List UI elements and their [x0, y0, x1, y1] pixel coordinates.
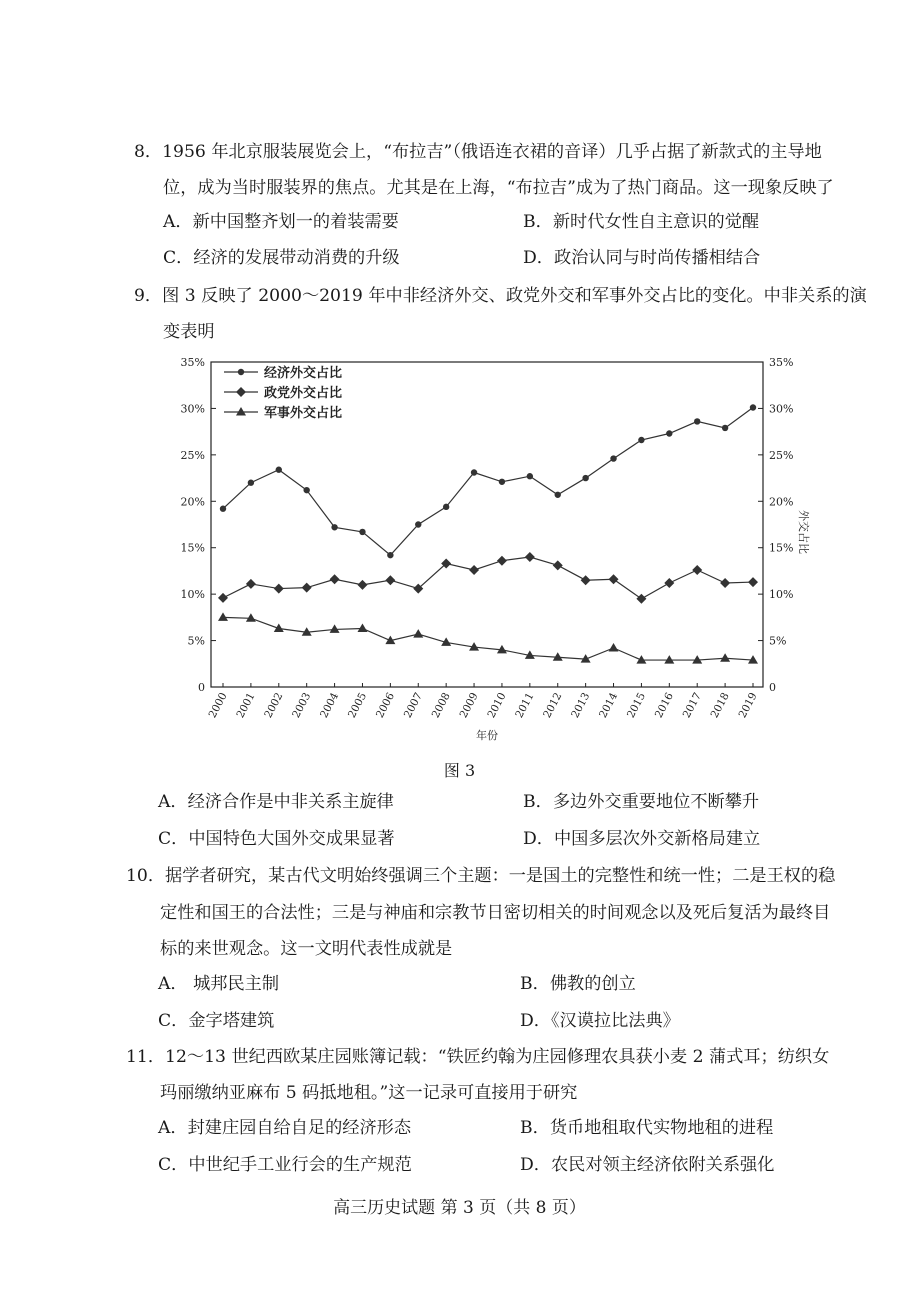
data-point-series-1 [385, 575, 395, 585]
q9-option-c[interactable]: C．中国特色大国外交成果显著 [158, 829, 395, 849]
q10-stem-line2: 定性和国王的合法性；三是与神庙和宗教节日密切相关的时间观念以及死后复活为最终目 [160, 903, 831, 923]
q10-option-b[interactable]: B．佛教的创立 [520, 974, 636, 994]
q11-option-d[interactable]: D．农民对领主经济依附关系强化 [520, 1155, 775, 1175]
q10-option-c[interactable]: C．金字塔建筑 [158, 1011, 275, 1031]
data-point-series-0 [415, 521, 421, 527]
x-tick-label: 2018 [708, 690, 732, 721]
data-point-series-0 [638, 437, 644, 443]
data-point-series-1 [469, 565, 479, 575]
data-point-series-1 [692, 565, 702, 575]
q9-stem-line1: 9．图 3 反映了 2000～2019 年中非经济外交、政党外交和军事外交占比的变化。中非关系的演 [134, 286, 867, 306]
q10-stem-line3: 标的来世观念。这一文明代表性成就是 [160, 939, 453, 959]
x-axis-title: 年份 [476, 729, 498, 742]
data-point-series-0 [359, 529, 365, 535]
q9-stem-line2: 变表明 [163, 322, 215, 342]
series-line-0 [223, 408, 753, 556]
y-tick-label-left: 15% [180, 541, 205, 555]
data-point-series-0 [750, 404, 756, 410]
y-axis-title-right: 外交占比 [797, 510, 810, 554]
y-tick-label-right: 15% [769, 541, 794, 555]
data-point-series-0 [471, 469, 477, 475]
data-point-series-0 [220, 506, 226, 512]
y-tick-label-right: 0 [769, 681, 776, 694]
y-tick-label-right: 25% [769, 448, 794, 462]
legend-label-2: 军事外交占比 [264, 406, 343, 421]
q8-stem-line1: 8．1956 年北京服装展览会上，“布拉吉”（俄语连衣裙的音译）几乎占据了新款式的主导地 [134, 142, 822, 162]
data-point-series-0 [666, 430, 672, 436]
data-point-series-0 [387, 552, 393, 558]
y-tick-label-right: 30% [769, 402, 794, 416]
q10-stem-line1: 10．据学者研究，某古代文明始终强调三个主题：一是国土的完整性和统一性；二是王权的稳 [126, 866, 836, 886]
x-tick-label: 2001 [234, 690, 258, 721]
x-tick-label: 2000 [206, 690, 230, 721]
data-point-series-0 [722, 425, 728, 431]
data-point-series-1 [246, 579, 256, 589]
y-tick-label-left: 20% [180, 495, 205, 509]
q8-stem-line2: 位，成为当时服装界的焦点。尤其是在上海，“布拉吉”成为了热门商品。这一现象反映了 [163, 178, 834, 198]
y-tick-label-right: 10% [769, 588, 794, 602]
data-point-series-1 [581, 575, 591, 585]
data-point-series-0 [276, 467, 282, 473]
legend-marker-1 [236, 387, 246, 397]
y-tick-label-left: 35% [180, 356, 205, 369]
data-point-series-1 [525, 552, 535, 562]
y-tick-label-left: 0 [198, 681, 205, 694]
data-point-series-2 [330, 624, 340, 633]
y-tick-label-left: 25% [180, 448, 205, 462]
data-point-series-0 [527, 473, 533, 479]
data-point-series-1 [302, 583, 312, 593]
data-point-series-0 [582, 475, 588, 481]
data-point-series-2 [664, 655, 674, 664]
q11-stem-line2: 玛丽缴纳亚麻布 5 码抵地租。”这一记录可直接用于研究 [160, 1083, 578, 1103]
legend-marker-0 [238, 369, 244, 375]
x-tick-label: 2019 [736, 690, 760, 721]
x-tick-label: 2008 [429, 690, 453, 721]
x-tick-label: 2015 [624, 690, 649, 721]
x-tick-label: 2004 [318, 690, 342, 721]
q8-option-c[interactable]: C．经济的发展带动消费的升级 [163, 248, 400, 268]
y-tick-label-right: 35% [769, 356, 794, 369]
legend-label-0: 经济外交占比 [264, 366, 343, 381]
figure-3-line-chart [170, 352, 820, 752]
x-tick-label: 2009 [457, 690, 481, 721]
data-point-series-1 [218, 593, 228, 603]
q9-option-b[interactable]: B．多边外交重要地位不断攀升 [523, 792, 760, 812]
y-tick-label-right: 20% [769, 495, 794, 509]
q8-option-a[interactable]: A．新中国整齐划一的着装需要 [163, 212, 399, 232]
q11-option-c[interactable]: C．中世纪手工业行会的生产规范 [158, 1155, 412, 1175]
data-point-series-0 [555, 492, 561, 498]
data-point-series-2 [413, 629, 423, 638]
data-point-series-0 [443, 504, 449, 510]
x-tick-label: 2016 [652, 690, 676, 721]
data-point-series-2 [609, 643, 619, 652]
data-point-series-2 [218, 612, 228, 621]
data-point-series-0 [499, 479, 505, 485]
series-line-1 [223, 557, 753, 599]
y-tick-label-left: 5% [187, 634, 205, 648]
x-tick-label: 2003 [290, 690, 314, 721]
q11-option-a[interactable]: A．封建庄园自给自足的经济形态 [158, 1118, 412, 1138]
data-point-series-1 [636, 594, 646, 604]
q10-option-d[interactable]: D．《汉谟拉比法典》 [520, 1011, 680, 1031]
q9-option-d[interactable]: D．中国多层次外交新格局建立 [523, 829, 761, 849]
figure-caption: 图 3 [443, 761, 476, 780]
y-tick-label-left: 10% [180, 588, 205, 602]
data-point-series-1 [553, 560, 563, 570]
data-point-series-1 [664, 578, 674, 588]
data-point-series-0 [303, 487, 309, 493]
page-footer: 高三历史试题 第 3 页（共 8 页） [333, 1198, 586, 1218]
x-tick-label: 2017 [680, 690, 704, 721]
series-line-2 [223, 617, 753, 660]
x-tick-label: 2010 [485, 690, 509, 721]
data-point-series-2 [720, 653, 730, 662]
x-tick-label: 2005 [345, 690, 370, 721]
x-tick-label: 2014 [597, 690, 621, 721]
q8-option-d[interactable]: D．政治认同与时尚传播相结合 [523, 248, 761, 268]
data-point-series-0 [248, 480, 254, 486]
x-tick-label: 2011 [513, 690, 537, 721]
x-tick-label: 2012 [541, 690, 565, 721]
data-point-series-2 [246, 613, 256, 622]
x-tick-label: 2006 [373, 690, 398, 721]
legend-marker-2 [236, 407, 246, 416]
x-tick-label: 2007 [401, 690, 425, 721]
q10-option-a[interactable]: A． 城邦民主制 [158, 974, 280, 994]
legend-label-1: 政党外交占比 [264, 386, 343, 401]
data-point-series-0 [694, 418, 700, 424]
y-tick-label-right: 5% [769, 634, 787, 648]
data-point-series-1 [609, 574, 619, 584]
data-point-series-1 [330, 574, 340, 584]
x-tick-label: 2002 [262, 690, 286, 721]
q9-option-a[interactable]: A．经济合作是中非关系主旋律 [158, 792, 394, 812]
data-point-series-1 [274, 584, 284, 594]
data-point-series-1 [748, 577, 758, 587]
q11-stem-line1: 11．12～13 世纪西欧某庄园账簿记载：“铁匠约翰为庄园修理农具获小麦 2 蒲式耳；纺织女 [126, 1047, 830, 1067]
data-point-series-0 [331, 524, 337, 530]
data-point-series-2 [636, 655, 646, 664]
data-point-series-1 [497, 556, 507, 566]
data-point-series-2 [357, 624, 367, 633]
q8-option-b[interactable]: B．新时代女性自主意识的觉醒 [523, 212, 760, 232]
data-point-series-1 [357, 580, 367, 590]
q11-option-b[interactable]: B．货币地租取代实物地租的进程 [520, 1118, 774, 1138]
data-point-series-0 [610, 455, 616, 461]
data-point-series-1 [720, 578, 730, 588]
y-tick-label-left: 30% [180, 402, 205, 416]
x-tick-label: 2013 [569, 690, 593, 721]
